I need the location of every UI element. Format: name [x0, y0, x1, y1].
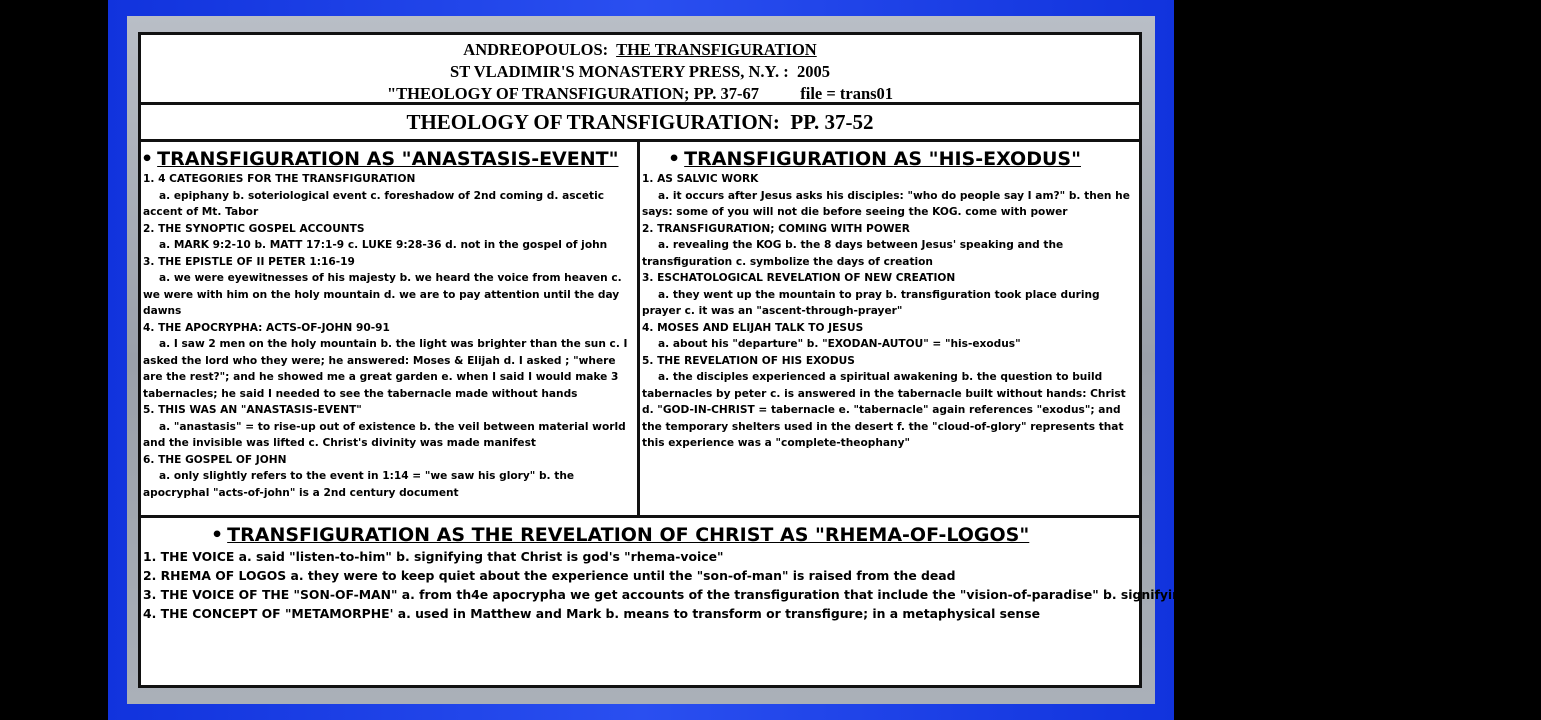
- header-chapter: "THEOLOGY OF TRANSFIGURATION; PP. 37-67: [386, 84, 759, 103]
- bullet-icon: •: [668, 148, 681, 170]
- bottom-section-body: [141, 547, 1541, 623]
- left-title-text: TRANSFIGURATION AS "ANASTASIS-EVENT": [157, 148, 619, 170]
- list-item: 2. THE SYNOPTIC GOSPEL ACCOUNTS: [143, 222, 365, 235]
- list-subitem: a. only slightly refers to the event in 1:14 = "we saw his glory" b. the apocryphal "acts-of-john" is a 2nd century document: [143, 470, 575, 499]
- header-block: [141, 35, 1139, 105]
- list-item: 6. THE GOSPEL OF JOHN: [143, 453, 287, 466]
- left-column-title: [141, 147, 637, 171]
- list-item: 1. 4 CATEGORIES FOR THE TRANSFIGURATION: [143, 173, 416, 185]
- list-item: 4. THE CONCEPT OF "METAMORPHE' a. used in Matthew and Mark b. means to transform or transfigure; in a metaphysical sense: [143, 606, 1041, 621]
- list-item: 5. THE REVELATION OF HIS EXODUS: [642, 354, 855, 367]
- header-publisher: ST VLADIMIR'S MONASTERY PRESS, N.Y. : 2005: [450, 62, 830, 81]
- list-item: 1. THE VOICE a. said "listen-to-him" b. signifying that Christ is god's "rhema-voice": [143, 549, 724, 564]
- left-column: [141, 142, 640, 518]
- list-item: 4. MOSES AND ELIJAH TALK TO JESUS: [642, 321, 864, 334]
- bottom-section: [141, 518, 1541, 685]
- bullet-icon: •: [141, 148, 154, 170]
- right-title-text: TRANSFIGURATION AS "HIS-EXODUS": [684, 148, 1081, 170]
- list-item: 2. TRANSFIGURATION; COMING WITH POWER: [642, 222, 910, 235]
- list-item: 3. THE EPISTLE OF II PETER 1:16-19: [143, 255, 355, 268]
- header-title: THE TRANSFIGURATION: [616, 40, 817, 59]
- list-subitem: a. about his "departure" b. "EXODAN-AUTOU" = "his-exodus": [658, 338, 1021, 350]
- list-subitem: a. the disciples experienced a spiritual awakening b. the question to build tabernacles by peter c. is answered in the tabernacle built without hands: Christ d. "GOD-IN-CHRIST = tabernacle e. "tabernacle" again references "exodus"; and the temporary shelters used in the desert f. the "cloud-of-glory" represents that this experience was a "complete-theophany": [642, 371, 1126, 449]
- bullet-icon: •: [211, 524, 224, 546]
- list-item: 1. AS SALVIC WORK: [642, 173, 759, 185]
- right-column: [640, 142, 1139, 518]
- list-subitem: a. epiphany b. soteriological event c. foreshadow of 2nd coming d. ascetic accent of Mt. Tabor: [143, 189, 604, 218]
- header-chapter-line: [141, 84, 1139, 104]
- list-item: 3. ESCHATOLOGICAL REVELATION OF NEW CREATION: [642, 272, 956, 284]
- bottom-title-text: TRANSFIGURATION AS THE REVELATION OF CHRIST AS "RHEMA-OF-LOGOS": [227, 524, 1030, 546]
- header-author: ANDREOPOULOS:: [463, 40, 609, 59]
- left-column-body: [141, 171, 637, 501]
- right-column-title: [640, 147, 1139, 171]
- list-subitem: a. it occurs after Jesus asks his disciples: "who do people say I am?" b. then he says: some of you will not die before seeing the KOG. come with power: [642, 189, 1130, 218]
- right-column-body: [640, 171, 1139, 452]
- header-author-line: [141, 40, 1139, 60]
- list-subitem: a. MARK 9:2-10 b. MATT 17:1-9 c. LUKE 9:28-36 d. not in the gospel of john: [159, 239, 608, 251]
- list-item: 4. THE APOCRYPHA: ACTS-OF-JOHN 90-91: [143, 321, 390, 334]
- bottom-section-title: [141, 523, 1139, 547]
- list-subitem: a. "anastasis" = to rise-up out of existence b. the veil between material world and the invisible was lifted c. Christ's divinity was made manifest: [143, 420, 626, 449]
- list-subitem: a. I saw 2 men on the holy mountain b. the light was brighter than the sun c. I asked the lord who they were; he answered: Moses & Elijah d. I asked ; "where are the rest?"; and he showed me a great garden e. when I said I would make 3 tabernacles; he said I needed to see the tabernacle made without hands: [143, 338, 628, 400]
- list-item: 2. RHEMA OF LOGOS a. they were to keep quiet about the experience until the "son-of-man" is raised from the dead: [143, 568, 956, 583]
- header-file: file = trans01: [800, 84, 894, 103]
- document-sheet: [138, 32, 1541, 688]
- list-item: 5. THIS WAS AN "ANASTASIS-EVENT": [143, 404, 362, 416]
- list-subitem: a. revealing the KOG b. the 8 days between Jesus' speaking and the transfiguration c. symbolize the days of creation: [642, 239, 1064, 268]
- list-subitem: a. we were eyewitnesses of his majesty b. we heard the voice from heaven c. we were with him on the holy mountain d. we are to pay attention until the day dawns: [143, 272, 622, 317]
- list-item: 3. THE VOICE OF THE "SON-OF-MAN" a. from th4e apocrypha we get accounts of the transfiguration that include the "vision-of-paradise" b. signifying that the transfiguration is a foretaste of paradise: [143, 587, 1541, 602]
- section-title: THEOLOGY OF TRANSFIGURATION: PP. 37-52: [141, 105, 1139, 142]
- list-subitem: a. they went up the mountain to pray b. transfiguration took place during prayer c. it was an "ascent-through-prayer": [642, 288, 1100, 317]
